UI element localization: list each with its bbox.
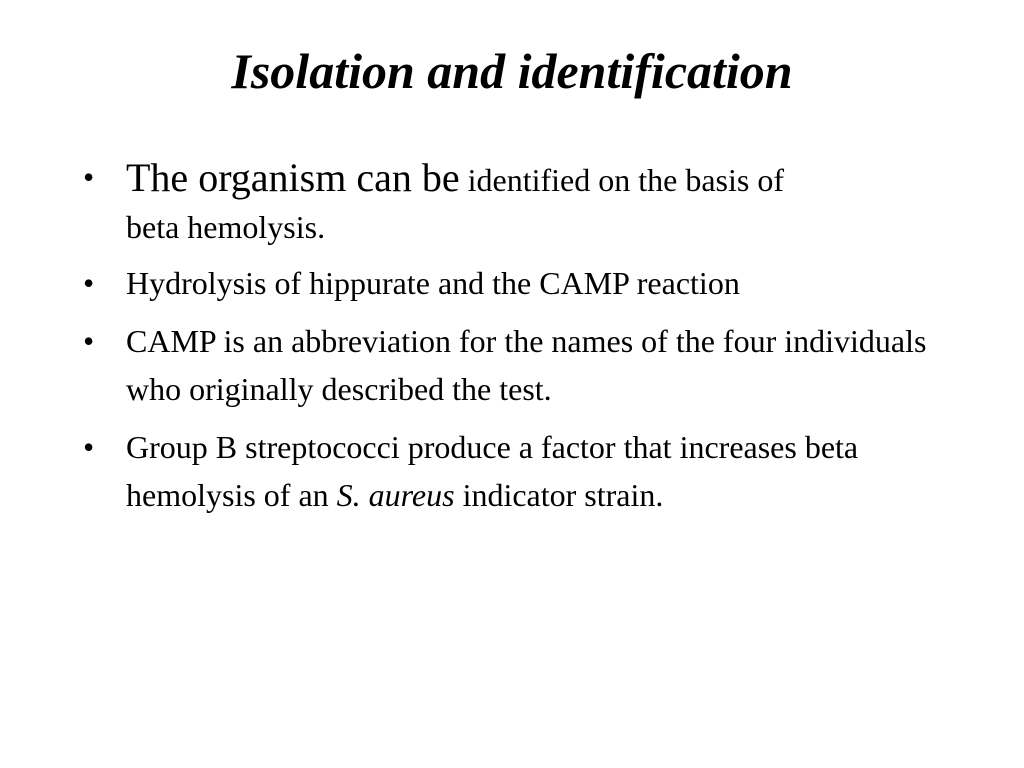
bullet-1-rest: identified on the basis of xyxy=(459,162,784,198)
bullet-item-3 xyxy=(83,317,963,413)
bullet-4-species: S. aureus xyxy=(336,477,455,513)
bullet-1-line2: beta hemolysis. xyxy=(126,209,326,245)
bullet-1-lead: The organism can be xyxy=(126,155,460,200)
bullet-list xyxy=(83,153,963,519)
bullet-item-4 xyxy=(83,423,963,519)
bullet-marker: • xyxy=(83,159,95,195)
bullet-marker: • xyxy=(83,429,95,465)
bullet-2-text: Hydrolysis of hippurate and the CAMP reaction xyxy=(126,265,740,301)
bullet-marker: • xyxy=(83,323,95,359)
bullet-marker: • xyxy=(83,265,95,301)
bullet-item-2 xyxy=(83,259,963,307)
slide-title: Isolation and identification xyxy=(231,43,793,99)
bullet-4-before: Group B streptococci produce a factor that increases beta hemolysis of an xyxy=(126,429,859,513)
bullet-3-text: CAMP is an abbreviation for the names of the four individuals who originally described the test. xyxy=(126,323,927,407)
bullet-item-1 xyxy=(83,153,963,249)
bullet-4-after: indicator strain. xyxy=(454,477,664,513)
